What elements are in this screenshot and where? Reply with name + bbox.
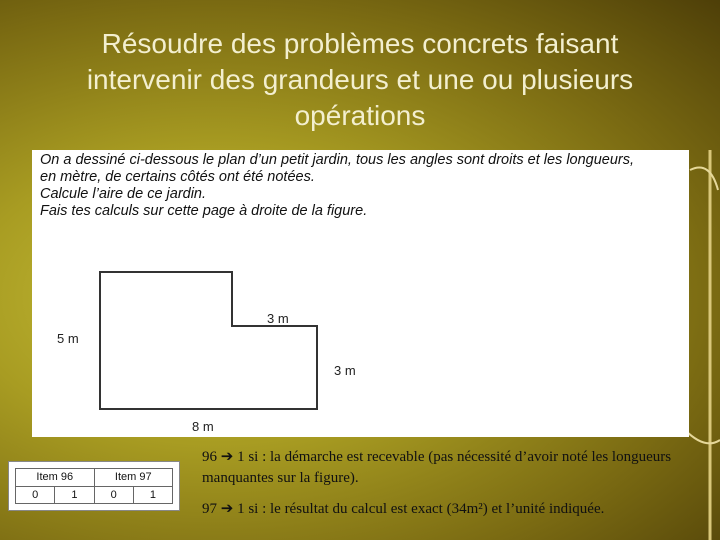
- label-top-notch: 3 m: [267, 311, 289, 326]
- title-line-3: opérations: [294, 100, 426, 131]
- instruction-line-3: Calcule l’aire de ce jardin.: [40, 186, 207, 202]
- garden-outline: [100, 272, 317, 409]
- title-line-2: intervenir des grandeurs et une ou plusieurs: [86, 64, 634, 95]
- score-cell: 1: [133, 486, 172, 504]
- score-cell: 0: [16, 486, 55, 504]
- garden-plan-figure: [32, 150, 689, 437]
- instruction-line-4: Fais tes calculs sur cette page à droite de la figure.: [40, 203, 368, 219]
- criterion-97: 97 ➔ 1 si : le résultat du calcul est exact (34m²) et l’unité indiquée.: [202, 501, 605, 517]
- instruction-line-2: en mètre, de certains côtés ont été notées.: [40, 169, 315, 185]
- header-item-96: Item 96: [16, 469, 95, 487]
- slide-title: [20, 26, 700, 134]
- score-cell: 0: [94, 486, 133, 504]
- exercise-panel: [32, 150, 689, 437]
- item-score-table: [8, 461, 180, 511]
- score-cell: 1: [55, 486, 94, 504]
- label-left-side: 5 m: [57, 331, 79, 346]
- header-item-97: Item 97: [94, 469, 173, 487]
- scoring-criteria: [202, 447, 702, 530]
- instruction-line-1: On a dessiné ci-dessous le plan d’un petit jardin, tous les angles sont droits et les longueurs,: [40, 152, 635, 168]
- label-right-side: 3 m: [334, 363, 356, 378]
- title-line-1: Résoudre des problèmes concrets faisant: [101, 28, 619, 59]
- label-bottom-side: 8 m: [192, 419, 214, 434]
- score-grid: [15, 468, 173, 504]
- criterion-96: 96 ➔ 1 si : la démarche est recevable (pas nécessité d’avoir noté les longueurs manquantes sur la figure).: [202, 449, 672, 486]
